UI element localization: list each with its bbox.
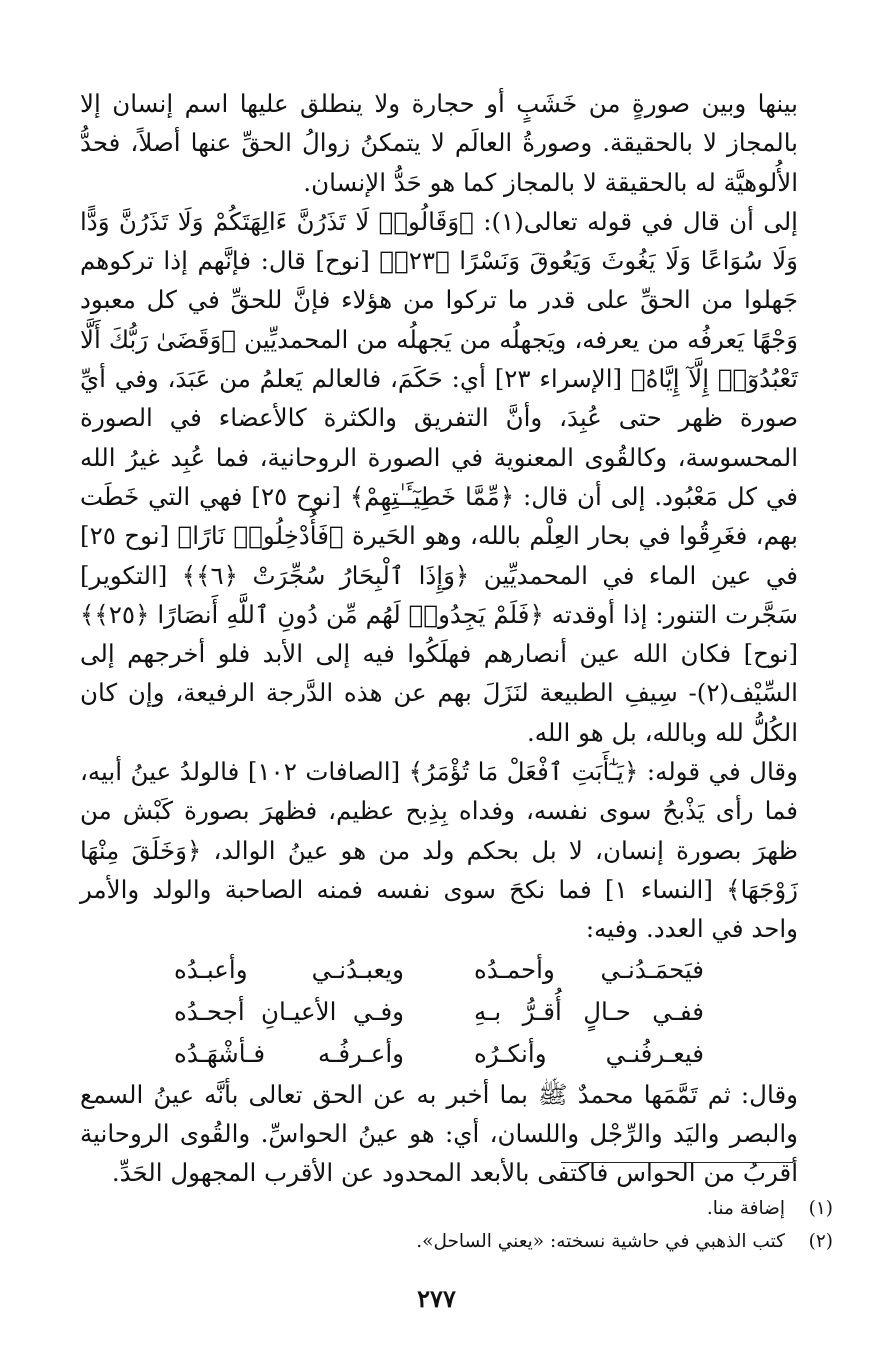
main-text [80, 84, 798, 1192]
footnote-text: كتب الذهبي في حاشية نسخته: «يعني الساحل». [416, 1231, 785, 1252]
poem-hemistich-left: وفـي الأعيـانِ أجحـدُه [174, 996, 404, 1026]
page-body [80, 84, 798, 1192]
poem-verse [80, 949, 798, 991]
poem-hemistich-right: ففـي حـالٍ أُقـرُّ بـهِ [474, 996, 704, 1026]
footnote-item [115, 1192, 833, 1225]
paragraph-4: وقال: ثم تَمَّمَها محمدٌ ﷺ بما أخبر به عن الحق تعالى بأنَّه عينُ السمع والبصر واليَد والرِّجْل واللسان، أي: هو عينُ الحواسِّ. والقُوى الروحانية أقربُ من الحواس فاكتفى بالأبعد المحدود عن الأقرب المجهول الحَدِّ. [80, 1079, 798, 1188]
footnote-text: إضافة منا. [706, 1198, 785, 1219]
page-number: ٢٧٧ [417, 1284, 456, 1313]
footnote-number: (١) [808, 1198, 833, 1219]
paragraph-2: إلى أن قال في قوله تعالى(١): ﴿وَقَالُوا۟ لَا تَذَرُنَّ ءَالِهَتَكُمْ وَلَا تَذَرُنَّ وَدًّا وَلَا سُوَاعًا وَلَا يَغُوثَ وَيَعُوقَ وَنَسْرًا ﴿٢٣﴾﴾ [نوح] قال: فإنَّهم إذا تركوهم جَهلوا من الحقِّ على قدر ما تركوا من هؤلاء فإنَّ للحقِّ في كل معبود وَجْهًا يَعرفُه من يعرفه، ويَجهلُه من يَجهلُه من المحمديِّين ﴿وَقَضَىٰ رَبُّكَ أَلَّا تَعْبُدُوٓا۟ إِلَّآ إِيَّاهُ﴾ [الإسراء ٢٣] أي: حَكَمَ، فالعالم يَعلمُ من عَبَدَ، وفي أيِّ صورة ظهر حتى عُبِدَ، وأنَّ التفريق والكثرة كالأعضاء في الصورة المحسوسة، وكالقُوى المعنوية في الصورة الروحانية، فما عُبِد غيرُ الله في كل مَعْبُود. إلى أن قال: ﴿مِّمَّا خَطِيٓـَٔـٰتِهِمْ﴾ [نوح ٢٥] فهي التي خَطَت بهم، فغَرِقُوا في بحار العِلْم بالله، وهو الحَيرة ﴿فَأُدْخِلُوا۟ نَارًا﴾ [نوح ٢٥] في عين الماء في المحمديِّين ﴿وَإِذَا ٱلْبِحَارُ سُجِّرَتْ ﴿٦﴾﴾ [التكوير] سَجَّرت التنور: إذا أوقدته ﴿فَلَمْ يَجِدُوا۟ لَهُم مِّن دُونِ ٱللَّهِ أَنصَارًا ﴿٢٥﴾﴾ [نوح] فكان الله عين أنصارهم فهلَكُوا فيه إلى الأبد فلو أخرجهم إلى السِّيْف(٢)- سِيفِ الطبيعة لنَزَلَ بهم عن هذه الدَّرجة الرفيعة، وإن كان الكُلُّ لله وبالله، بل هو الله. [80, 206, 799, 747]
footnote-number: (٢) [808, 1231, 833, 1252]
poem-hemistich-right: فيعـرفُنـي وأنكـرُه [474, 1038, 704, 1068]
poem-verse [80, 991, 798, 1033]
poem [80, 949, 798, 1075]
footnote-divider [561, 1162, 793, 1163]
paragraph-3: وقال في قوله: ﴿يَـٰٓأَبَتِ ٱفْعَلْ مَا تُؤْمَرُ﴾ [الصافات ١٠٢] فالولدُ عينُ أبيه، فما رأى يَذْبحُ سوى نفسه، وفداه بِذِبح عظيم، فظهرَ بصورة كَبْش من ظهرَ بصورة إنسان، لا بل بحكم ولد من هو عينُ الوالد، ﴿وَخَلَقَ مِنْهَا زَوْجَهَا﴾ [النساء ١] فما نكحَ سوى نفسه فمنه الصاحبة والولد والأمر واحد في العدد. وفيه: [80, 757, 799, 944]
poem-hemistich-left: وأعـرفُـه فـأشْهَـدُه [174, 1038, 404, 1068]
footnote-item [115, 1225, 833, 1258]
footnotes [115, 1192, 833, 1258]
poem-verse [80, 1033, 798, 1075]
paragraph-1: بينها وبين صورةٍ من خَشَبٍ أو حجارة ولا ينطلق عليها اسم إنسان إلا بالمجاز لا بالحقيقة. وصورةُ العالَم لا يتمكنُ زوالُ الحقِّ عنها أصلاً، فحدُّ الأُلوهيَّة له بالحقيقة لا بالمجاز كما هو حَدُّ الإنسان. [80, 89, 798, 197]
poem-hemistich-left: ويعبـدُنـي وأعبـدُه [174, 954, 404, 984]
poem-hemistich-right: فيَحمَـدُنـي وأحمـدُه [474, 954, 704, 984]
